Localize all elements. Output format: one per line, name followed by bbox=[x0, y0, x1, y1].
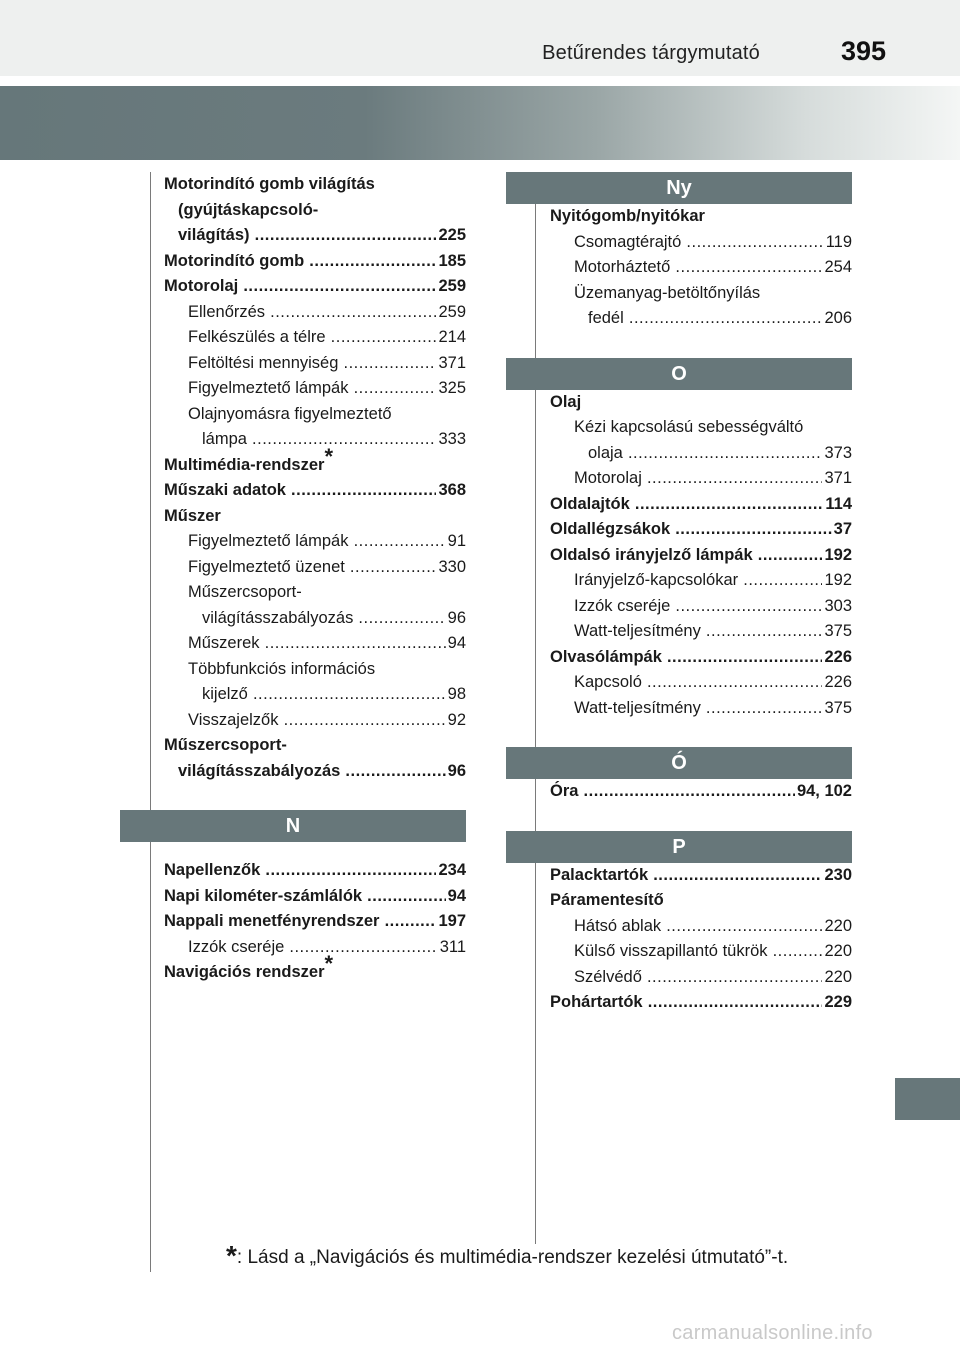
index-entry bbox=[120, 858, 466, 884]
index-entry-term: Hátsó ablak ..... bbox=[574, 914, 822, 940]
index-entry bbox=[506, 863, 852, 889]
index-group-o bbox=[506, 390, 852, 722]
index-entry-term: Visszajelzők ..... bbox=[188, 708, 446, 734]
index-entry bbox=[120, 443, 466, 479]
index-entry-page: 197 bbox=[438, 912, 466, 930]
index-entry-term: Olaj bbox=[550, 392, 582, 411]
index-entry-term: Ellenőrzés ..... bbox=[188, 300, 436, 326]
index-entry bbox=[120, 733, 466, 759]
index-entry-page: 230 bbox=[824, 865, 852, 884]
index-entry-term: Kézi kapcsolású sebességváltó bbox=[574, 418, 804, 436]
index-entry-term: Oldalsó irányjelző lámpák ..... bbox=[550, 543, 822, 569]
index-entry-page: 259 bbox=[438, 277, 466, 295]
index-entry-term: Műszaki adatok ..... bbox=[164, 478, 436, 504]
section-letter-o: O bbox=[506, 358, 852, 390]
index-entry-term: Műszer bbox=[164, 506, 221, 525]
index-entry bbox=[120, 249, 466, 275]
index-entry-term: Figyelmeztető lámpák ..... bbox=[188, 529, 446, 555]
index-entry bbox=[120, 274, 466, 300]
index-entry-term: Motorolaj ..... bbox=[164, 274, 436, 300]
index-entry bbox=[120, 351, 466, 377]
index-group-o-accent bbox=[506, 779, 852, 805]
index-entry-page: 259 bbox=[438, 302, 466, 321]
index-entry bbox=[120, 504, 466, 530]
index-entry-term: Figyelmeztető lámpák ..... bbox=[188, 376, 436, 402]
index-entry bbox=[120, 935, 466, 961]
index-entry-term: Figyelmeztető üzenet ..... bbox=[188, 555, 436, 581]
index-entry-page: 311 bbox=[439, 937, 466, 956]
decorative-band bbox=[0, 86, 960, 160]
index-entry-page: 94, 102 bbox=[796, 782, 852, 800]
index-entry bbox=[506, 914, 852, 940]
index-entry bbox=[506, 965, 852, 991]
index-entry bbox=[506, 543, 852, 569]
index-entry bbox=[120, 427, 466, 453]
index-entry bbox=[506, 415, 852, 441]
index-entry-term: Nappali menetfényrendszer ..... bbox=[164, 909, 436, 935]
index-entry bbox=[120, 172, 466, 198]
index-entry-term: (gyújtáskapcsoló- bbox=[178, 200, 319, 219]
index-entry bbox=[120, 402, 466, 428]
index-entry-term: Nyitógomb/nyitókar bbox=[550, 207, 705, 225]
index-entry-page: 254 bbox=[824, 258, 852, 276]
index-entry-term: Motorindító gomb ..... bbox=[164, 249, 436, 275]
index-entry-page: 226 bbox=[824, 647, 852, 666]
index-entry bbox=[506, 492, 852, 518]
index-entry-term: Motorolaj ..... bbox=[574, 466, 822, 492]
index-entry-page: 325 bbox=[438, 379, 466, 397]
index-entry bbox=[506, 306, 852, 332]
footnote-marker: * bbox=[324, 443, 334, 469]
index-entry-page: 226 bbox=[824, 673, 852, 691]
index-entry-page: 229 bbox=[824, 993, 852, 1011]
index-entry-term: fedél ..... bbox=[574, 306, 822, 332]
index-entry-page: 371 bbox=[438, 353, 466, 372]
index-entry-term: Izzók cseréje ..... bbox=[574, 594, 822, 620]
index-column-right bbox=[506, 172, 852, 1016]
index-entry-page: 303 bbox=[824, 596, 852, 615]
index-entry-term: Multimédia-rendszer bbox=[164, 455, 325, 474]
index-entry-term: Motorháztető ..... bbox=[574, 255, 822, 281]
index-entry bbox=[120, 478, 466, 504]
index-entry bbox=[506, 594, 852, 620]
index-entry-term: Kapcsoló ..... bbox=[574, 670, 822, 696]
page-header-title: Betűrendes tárgymutató bbox=[542, 42, 760, 64]
index-entry bbox=[120, 606, 466, 632]
section-letter-n: N bbox=[120, 810, 466, 842]
index-entry-page: 375 bbox=[824, 622, 852, 640]
index-entry bbox=[120, 951, 466, 986]
index-entry bbox=[120, 223, 466, 249]
index-entry-page: 192 bbox=[824, 545, 852, 564]
index-entry-term: világításszabályozás ..... bbox=[188, 606, 446, 632]
index-entry-term: Navigációs rendszer bbox=[164, 963, 325, 981]
index-entry bbox=[120, 325, 466, 351]
index-entry-term: Szélvédő ..... bbox=[574, 965, 822, 991]
index-entry-term: Watt-teljesítmény ..... bbox=[574, 619, 822, 645]
index-entry bbox=[120, 909, 466, 935]
index-entry-page: 214 bbox=[438, 328, 466, 346]
footnote-marker: * bbox=[324, 951, 334, 976]
index-entry-term: Feltöltési mennyiség ..... bbox=[188, 351, 436, 377]
index-entry-term: Műszercsoport- bbox=[188, 583, 302, 601]
index-entry-term: Műszercsoport- bbox=[164, 736, 287, 754]
index-entry-term: Külső visszapillantó tükrök ..... bbox=[574, 939, 822, 965]
index-entry-term: Pohártartók ..... bbox=[550, 990, 822, 1016]
index-entry-term: Motorindító gomb világítás bbox=[164, 175, 375, 193]
index-entry bbox=[120, 580, 466, 606]
index-entry bbox=[506, 568, 852, 594]
index-entry-page: 91 bbox=[447, 532, 466, 550]
index-entry-term: Óra ..... bbox=[550, 779, 795, 805]
index-entry-term: Oldalajtók ..... bbox=[550, 492, 823, 518]
index-entry-term: olaja ..... bbox=[574, 441, 822, 467]
index-entry bbox=[506, 779, 852, 805]
index-entry-term: Izzók cseréje ..... bbox=[188, 935, 438, 961]
index-entry-page: 220 bbox=[824, 916, 852, 935]
header-bar bbox=[0, 0, 960, 76]
chapter-thumb-tab bbox=[895, 1078, 960, 1120]
index-entry bbox=[506, 990, 852, 1016]
index-entry-term: Olvasólámpák ..... bbox=[550, 645, 822, 671]
index-entry-page: 96 bbox=[447, 608, 466, 627]
index-group-n bbox=[120, 858, 466, 986]
index-entry-page: 37 bbox=[833, 520, 852, 538]
index-entry bbox=[120, 657, 466, 683]
index-entry-term: kijelző ..... bbox=[188, 682, 446, 708]
index-entry-page: 220 bbox=[824, 942, 852, 960]
index-entry-term: Oldallégzsákok ..... bbox=[550, 517, 832, 543]
index-entry bbox=[506, 441, 852, 467]
page-number: 395 bbox=[840, 36, 886, 66]
index-entry-page: 368 bbox=[438, 481, 466, 499]
index-group-p bbox=[506, 863, 852, 1016]
index-entry bbox=[120, 555, 466, 581]
index-entry-page: 330 bbox=[438, 557, 466, 576]
index-entry-term: Csomagtérajtó ..... bbox=[574, 230, 824, 256]
index-entry-term: Olajnyomásra figyelmeztető bbox=[188, 404, 392, 423]
watermark: carmanualsonline.info bbox=[672, 1322, 873, 1344]
index-entry bbox=[506, 888, 852, 914]
index-entry-page: 225 bbox=[438, 226, 466, 244]
index-entry bbox=[506, 939, 852, 965]
footnote-text: : Lásd a „Navigációs és multimédia-rendszer kezelési útmutató”-t. bbox=[236, 1247, 789, 1268]
index-entry-page: 220 bbox=[824, 967, 852, 986]
index-entry bbox=[506, 696, 852, 722]
index-entry bbox=[120, 884, 466, 910]
index-entry bbox=[506, 670, 852, 696]
index-entry bbox=[506, 255, 852, 281]
index-entry-page: 192 bbox=[824, 571, 852, 589]
index-entry-term: Irányjelző-kapcsolókar ..... bbox=[574, 568, 822, 594]
index-column-left bbox=[120, 172, 466, 986]
index-entry-page: 371 bbox=[824, 469, 852, 487]
index-entry-term: világításszabályozás ..... bbox=[164, 759, 446, 785]
index-entry-term: Üzemanyag-betöltőnyílás bbox=[574, 283, 761, 302]
index-entry-page: 92 bbox=[447, 710, 466, 729]
index-entry bbox=[506, 645, 852, 671]
index-entry-page: 96 bbox=[447, 761, 466, 780]
index-entry bbox=[120, 300, 466, 326]
index-entry bbox=[506, 281, 852, 307]
index-entry-term: Műszerek ..... bbox=[188, 631, 446, 657]
index-entry-page: 234 bbox=[438, 861, 466, 879]
index-entry bbox=[506, 517, 852, 543]
index-entry-term: Watt-teljesítmény ..... bbox=[574, 696, 822, 722]
index-entry bbox=[120, 631, 466, 657]
index-entry-term: világítás) ..... bbox=[164, 223, 436, 249]
index-entry-page: 114 bbox=[825, 494, 852, 513]
section-letter-ny: Ny bbox=[506, 172, 852, 204]
index-entry-page: 94 bbox=[447, 886, 466, 905]
index-entry bbox=[120, 376, 466, 402]
index-entry-term: Napellenzők ..... bbox=[164, 858, 436, 884]
section-letter-o-accent: Ó bbox=[506, 747, 852, 779]
index-entry bbox=[506, 619, 852, 645]
footnote bbox=[226, 1240, 866, 1272]
index-entry-term: Páramentesítő bbox=[550, 891, 664, 909]
index-entry-term: lámpa ..... bbox=[188, 427, 436, 453]
index-entry-page: 98 bbox=[447, 685, 466, 703]
index-entry-page: 206 bbox=[824, 309, 852, 327]
index-entry bbox=[120, 198, 466, 224]
index-entry-page: 375 bbox=[824, 698, 852, 717]
index-entry bbox=[506, 230, 852, 256]
index-entry bbox=[120, 759, 466, 785]
index-entry bbox=[120, 708, 466, 734]
index-entry bbox=[120, 682, 466, 708]
index-entry-term: Palacktartók ..... bbox=[550, 863, 822, 889]
section-letter-p: P bbox=[506, 831, 852, 863]
index-entry-term: Napi kilométer-számlálók ..... bbox=[164, 884, 446, 910]
index-group-ny bbox=[506, 204, 852, 332]
index-entry-term: Felkészülés a télre ..... bbox=[188, 325, 436, 351]
index-entry-page: 94 bbox=[447, 634, 466, 652]
index-entry-page: 333 bbox=[438, 430, 466, 448]
index-entry bbox=[506, 390, 852, 416]
index-entry-term: Többfunkciós információs bbox=[188, 659, 376, 678]
index-group-m bbox=[120, 172, 466, 784]
index-entry bbox=[506, 204, 852, 230]
index-entry-page: 373 bbox=[824, 443, 852, 462]
index-entry bbox=[120, 529, 466, 555]
index-entry-page: 185 bbox=[438, 251, 466, 270]
index-entry bbox=[506, 466, 852, 492]
index-entry-page: 119 bbox=[825, 232, 852, 251]
footnote-star: * bbox=[226, 1240, 237, 1271]
